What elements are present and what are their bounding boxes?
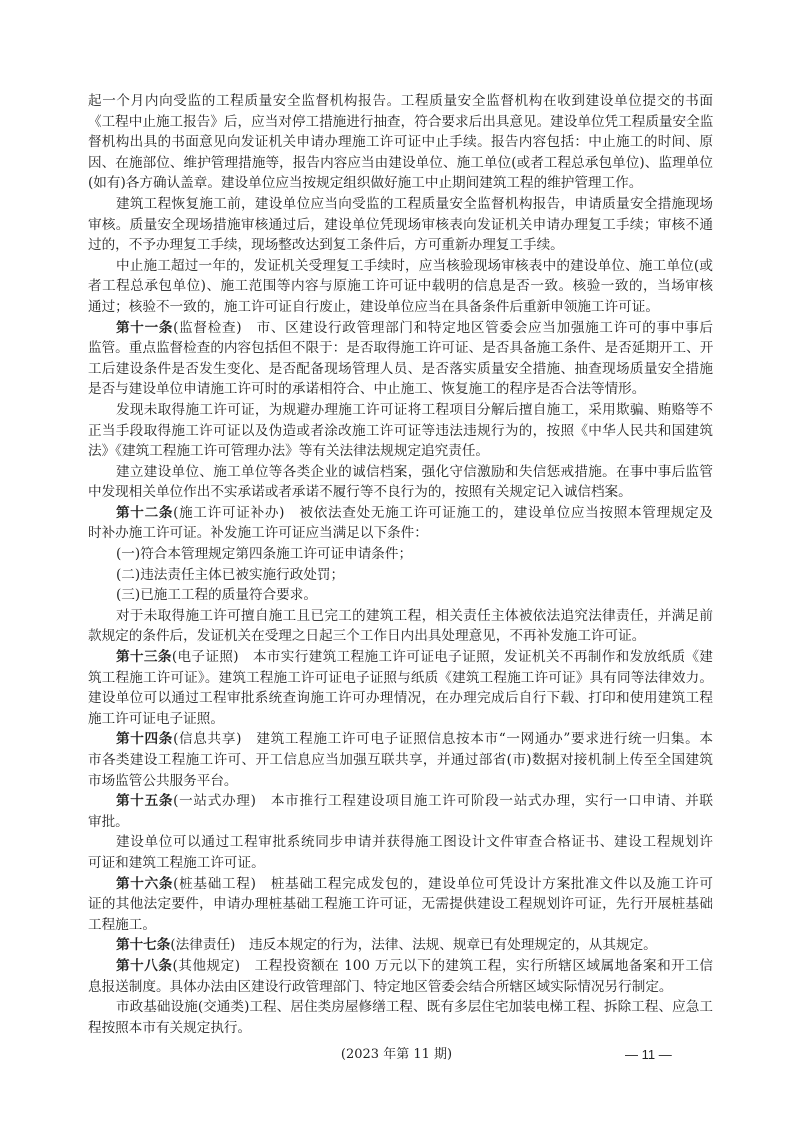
line-text: 审核。质量安全现场措施审核通过后，建设单位凭现场审核表向发证机关申请办理复工手续；审核不通 [88,216,713,233]
text-line [88,379,713,400]
line-text: 审批。 [88,813,129,830]
line-text: 者工程总承包单位)、施工范围等内容与原施工许可证中载明的信息是否一致。核验一致的，当场审核 [88,278,713,295]
paragraph [88,565,713,586]
text-line [88,297,713,318]
article-number: 第十二条 [116,504,174,521]
line-text: (一)符合本管理规定第四条施工许可证申请条件； [116,546,413,563]
paragraph [88,91,713,194]
text-line [88,935,713,956]
line-text: 款规定的条件后，发证机关在受理之日起三个工作日内出具处理意见，不再补发施工许可证。 [88,628,646,645]
line-text: 是否与建设单位申请施工许可时的承诺相符合、中止施工、恢复施工的程序是否合法等情形。 [88,381,646,398]
line-text: 中发现相关单位作出不实承诺或者承诺不履行等不良行为的，按照有关规定记入诚信档案。 [88,484,632,501]
text-line [88,318,713,339]
text-line [88,874,713,895]
line-text: 法》《建筑工程施工许可管理办法》等有关法律法规规定追究责任。 [88,443,490,460]
article-paragraph [88,935,713,956]
text-line [88,977,713,998]
article-paragraph [88,874,713,936]
line-text: 程按照本市有关规定执行。 [88,1019,252,1036]
article-paragraph [88,729,713,791]
text-line [88,709,713,730]
text-line [88,791,713,812]
text-line [88,956,713,977]
text-line [88,523,713,544]
line-text: 建筑工程恢复施工前，建设单位应当向受监的工程质量安全监督机构报告，申请质量安全措施现场 [116,195,713,212]
text-line [88,647,713,668]
line-text: 中止施工超过一年的，发证机关受理复工手续时，应当核验现场审核表中的建设单位、施工单位(或 [116,257,713,274]
text-line [88,359,713,380]
line-text: 因、在施部位、维护管理措施等，报告内容应当由建设单位、施工单位(或者工程总承包单位)、监理单位 [88,154,713,171]
text-line [88,421,713,442]
text-line [88,565,713,586]
text-line [88,482,713,503]
text-line [88,235,713,256]
text-line [88,91,713,112]
text-line [88,626,713,647]
text-line [88,585,713,606]
text-line [88,276,713,297]
paragraph [88,997,713,1038]
text-line [88,1018,713,1039]
text-line [88,771,713,792]
article-paragraph [88,791,713,832]
text-line [88,853,713,874]
text-line [88,544,713,565]
line-text: 施工许可证电子证照。 [88,710,224,727]
line-text: (三)已施工工程的质量符合要求。 [116,587,317,604]
article-paragraph [88,503,713,544]
line-text: (二)违法责任主体已被实施行政处罚； [116,566,345,583]
article-number: 第十五条 [116,793,174,810]
article-number: 第十四条 [116,731,174,748]
paragraph [88,256,713,318]
paragraph [88,832,713,873]
text-line [88,173,713,194]
line-text: (如有)各方确认盖章。建设单位应当按规定组织做好施工中止期间建筑工程的维护管理工作。 [88,175,643,192]
article-number: 第十八条 [116,957,173,974]
line-text: 息报送制度。具体办法由区建设行政管理部门、特定地区管委会结合所辖区域实际情况另行制定。 [88,978,673,995]
text-line [88,915,713,936]
article-paragraph [88,956,713,997]
line-text: 起一个月内向受监的工程质量安全监督机构报告。工程质量安全监督机构在收到建设单位提交的书面 [88,93,713,109]
text-line [88,256,713,277]
line-text: 证的其他法定要件，申请办理桩基础工程施工许可证，无需提供建设工程规划许可证，先行开展桩基础 [88,896,713,913]
line-text: 可证和建筑工程施工许可证。 [88,854,265,871]
article-number: 第十六条 [116,875,174,892]
text-line [88,750,713,771]
line-text: 监管。重点监督检查的内容包括但不限于：是否取得施工许可证、是否具备施工条件、是否延期开工、开 [88,340,713,357]
line-text: 发现未取得施工许可证，为规避办理施工许可证将工程项目分解后擅自施工，采用欺骗、贿赂等不 [116,401,713,418]
line-text: 正当手段取得施工许可证以及伪造或者涂改施工许可证等违法违规行为的，按照《中华人民共和国建筑 [88,422,713,439]
article-number: 第十三条 [116,649,172,666]
line-text: 督机构出具的书面意见向发证机关申请办理施工许可证中止手续。报告内容包括：中止施工的时间、原 [88,134,713,151]
text-line [88,462,713,483]
line-text: 对于未取得施工许可擅自施工且已完工的建筑工程，相关责任主体被依法追究法律责任，并满足前 [116,607,713,624]
line-text: (电子证照) 本市实行建筑工程施工许可证电子证照，发证机关不再制作和发放纸质《建 [171,649,713,666]
article-number: 第十一条 [116,319,174,336]
text-line [88,400,713,421]
line-text: 筑工程施工许可证》。建筑工程施工许可证电子证照与纸质《建筑工程施工许可证》具有同等法律效力。 [88,669,713,686]
article-number: 第十七条 [116,937,171,954]
text-line [88,812,713,833]
text-line [88,832,713,853]
line-text: 过的，不予办理复工手续，现场整改达到复工条件后，方可重新办理复工手续。 [88,237,564,254]
text-line [88,503,713,524]
line-text: 工后建设条件是否发生变化、是否配备现场管理人员、是否落实质量安全措施、抽查现场质量安全措施 [88,360,713,377]
paragraph [88,585,713,606]
page-number: — 11 — [625,1047,672,1062]
line-text: 市政基础设施(交通类)工程、居住类房屋修缮工程、既有多层住宅加装电梯工程、拆除工程、应急工 [116,999,713,1016]
text-line [88,894,713,915]
footer-issue: (2023 年第 11 期) [340,1047,453,1062]
text-line [88,606,713,627]
text-line [88,132,713,153]
line-text: 时补办施工许可证。补发施工许可证应当满足以下条件： [88,525,428,542]
line-text: (桩基础工程) 桩基础工程完成发包的，建设单位可凭设计方案批准文件以及施工许可 [173,875,713,892]
text-line [88,112,713,133]
line-text: 《工程中止施工报告》后，应当对停工措施进行抽查，符合要求后出具意见。建设单位凭工程质量安全监 [88,113,713,130]
line-text: (信息共享) 建筑工程施工许可电子证照信息按本市“一网通办”要求进行统一归集。本 [173,731,713,748]
paragraph [88,544,713,565]
paragraph [88,462,713,503]
line-text: (施工许可证补办) 被依法查处无施工许可证施工的，建设单位应当按照本管理规定及 [173,504,713,521]
text-line [88,668,713,689]
text-line [88,194,713,215]
text-line [88,153,713,174]
line-text: 工程施工。 [88,916,156,933]
line-text: 市场监管公共服务平台。 [88,772,238,789]
text-line [88,441,713,462]
paragraph [88,194,713,256]
line-text: (法律责任) 违反本规定的行为，法律、法规、规章已有处理规定的，从其规定。 [170,937,657,954]
paragraph [88,606,713,647]
text-line [88,688,713,709]
line-text: (其他规定) 工程投资额在 100 万元以下的建筑工程，实行所辖区域属地备案和开工信 [172,957,713,974]
line-text: 建设单位可以通过工程审批系统查询施工许可办理情况，在办理完成后自行下载、打印和使用建筑工程 [88,690,713,707]
text-line [88,729,713,750]
paragraph [88,400,713,462]
text-line [88,997,713,1018]
article-paragraph [88,647,713,729]
line-text: (监督检查) 市、区建设行政管理部门和特定地区管委会应当加强施工许可的事中事后 [173,319,713,336]
line-text: 通过；核验不一致的，施工许可证自行废止，建设单位应当在具备条件后重新申领施工许可证。 [88,298,659,315]
document-body [88,91,713,1038]
line-text: (一站式办理) 本市推行工程建设项目施工许可阶段一站式办理，实行一口申请、并联 [173,793,713,810]
text-line [88,338,713,359]
line-text: 建设单位可以通过工程审批系统同步申请并获得施工图设计文件审查合格证书、建设工程规划许 [116,834,713,851]
line-text: 市各类建设工程施工许可、开工信息应当加强互联共享，并通过部省(市)数据对接机制上传至全国建筑 [88,752,713,768]
line-text: 建立建设单位、施工单位等各类企业的诚信档案，强化守信激励和失信惩戒措施。在事中事后监管 [116,463,713,480]
article-paragraph [88,318,713,400]
text-line [88,215,713,236]
